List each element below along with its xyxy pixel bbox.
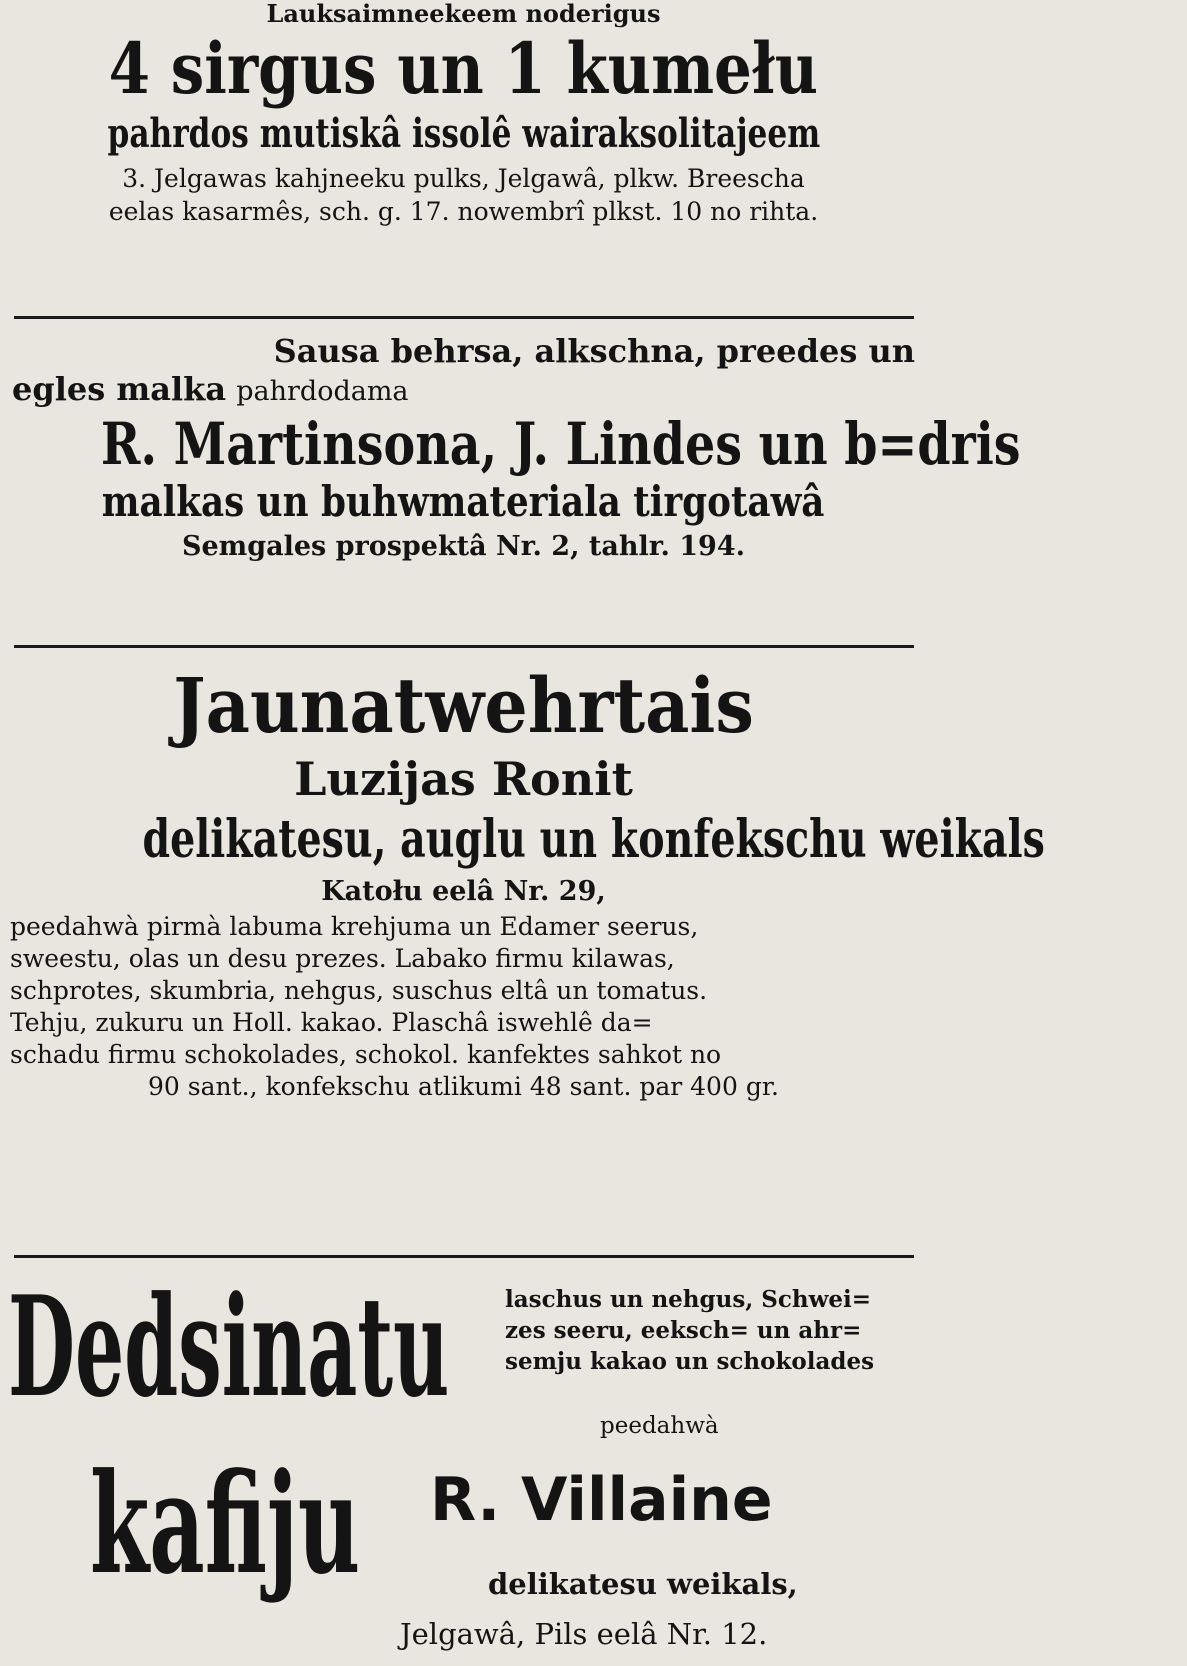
ad2-address: Semgales prospektâ Nr. 2, tahlr. 194. [181, 531, 746, 562]
divider-1 [14, 316, 914, 319]
ad4-side-line: laschus un nehgus, Schwei= [505, 1286, 872, 1313]
ad4-big-word2-text: kafiju [90, 1442, 361, 1605]
divider-2 [14, 645, 914, 648]
ad-coffee-villaine [0, 1265, 927, 1666]
ad3-body-line: peedahwà pirmà labuma krehjuma un Edamer seerus, [10, 912, 699, 941]
ad4-offers: peedahwà [600, 1413, 719, 1439]
ad4-side-line: semju kakao un schokolades [505, 1348, 875, 1375]
ad2-merchants-text: R. Martinsona, J. Lindes un b=dris [100, 410, 1021, 478]
ad2-line2 [0, 370, 927, 408]
ad2-store-text: malkas un buhwmateriala tirgotawâ [102, 477, 825, 526]
ad2-line2-bold: egles malka [12, 370, 227, 408]
ad3-body-last: 90 sant., konfekschu atlikumi 48 sant. par 400 gr. [148, 1072, 779, 1101]
ad3-address: Katołu eelâ Nr. 29, [321, 876, 606, 907]
ad2-line1: Sausa behrsa, alkschna, preedes un [273, 332, 915, 370]
ad3-shop-text: delikatesu, auglu un konfekschu weikals [142, 809, 1045, 870]
ad4-side-text [505, 1288, 915, 1373]
ad1-header: Lauksaimneekeem noderigus [266, 0, 661, 28]
ad4-address: Jelgawâ, Pils eelâ Nr. 12. [400, 1617, 768, 1651]
ad3-shop [0, 809, 1045, 870]
ad3-body-line: schprotes, skumbria, nehgus, suschus eltâ un tomatus. [10, 976, 708, 1005]
ad-firewood [0, 332, 1021, 562]
ad-delicatessen-ronit [0, 661, 1045, 1103]
ad3-title-text: Jaunatwehrtais [173, 661, 754, 750]
divider-3 [14, 1255, 914, 1258]
ad3-body-line: Tehju, zukuru un Holl. kakao. Plaschâ iswehlê da= [10, 1008, 653, 1037]
ad1-details-line1: 3. Jelgawas kahjneeku pulks, Jelgawâ, plkw. Breescha [122, 164, 805, 193]
ad3-body [0, 911, 927, 1103]
ad3-body-line: sweestu, olas un desu prezes. Labako firmu kilawas, [10, 944, 675, 973]
ad1-headline [0, 27, 927, 110]
ad1-subhead [0, 110, 927, 157]
ad3-name: Luzijas Ronit [294, 752, 633, 806]
ad4-big-word1-text: Dedsinatu [8, 1265, 450, 1428]
ad3-title [0, 661, 927, 750]
ad2-store [0, 477, 927, 526]
ad3-body-line: schadu firmu schokolades, schokol. kanfektes sahkot no [10, 1040, 722, 1069]
ad4-side-line: zes seeru, eeksch= un ahr= [505, 1317, 862, 1344]
ad4-big-word1 [8, 1265, 468, 1428]
ad1-headline-text: 4 sirgus un 1 kumełu [108, 27, 819, 110]
ad1-subhead-text: pahrdos mutiskâ issolê wairaksolitajeem [107, 110, 820, 157]
ad1-details-line2: eelas kasarmês, sch. g. 17. nowembrî plkst. 10 no rihta. [108, 197, 819, 226]
ad4-shop: delikatesu weikals, [488, 1567, 798, 1601]
ad4-big-word2 [90, 1442, 390, 1605]
ad2-merchants [0, 410, 1021, 478]
ad2-line2-plain: pahrdodama [236, 376, 409, 407]
ad-horses-auction [0, 2, 927, 224]
ad4-merchant: R. Villaine [430, 1465, 773, 1535]
